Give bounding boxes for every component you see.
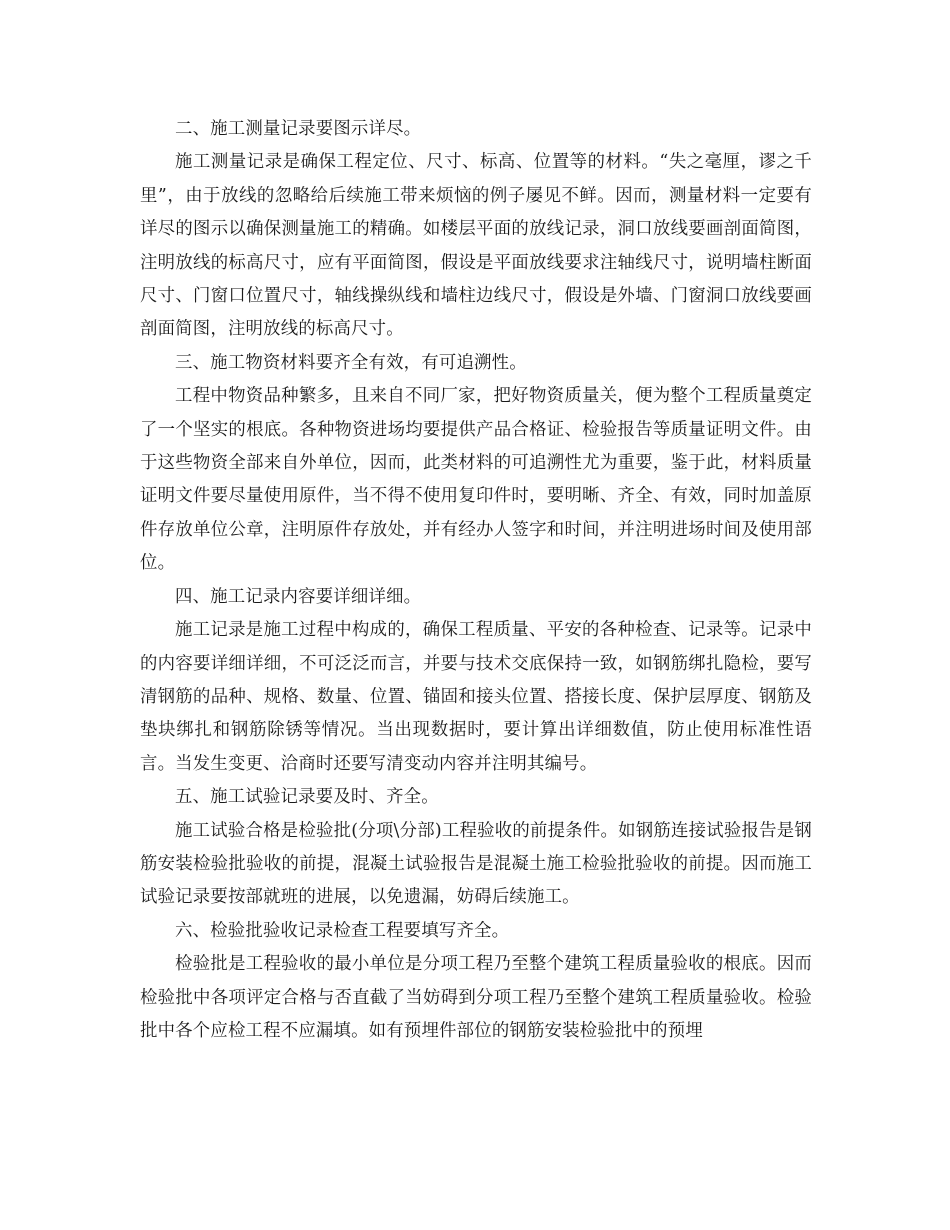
body-paragraph: 工程中物资品种繁多，且来自不同厂家，把好物资质量关，便为整个工程质量奠定了一个坚实的根底。各种物资进场均要提供产品合格证、检验报告等质量证明文件。由于这些物资全部来自外单位，因而，此类材料的可追溯性尤为重要，鉴于此，材料质量证明文件要尽量使用原件，当不得不使用复印件时，要明晰、齐全、有效，同时加盖原件存放单位公章，注明原件存放处，并有经办人签字和时间，并注明进场时间及使用部位。 [140,386,812,574]
section-heading-5: 五、施工试验记录要及时、齐全。 [175,787,439,808]
body-paragraph: 检验批是工程验收的最小单位是分项工程乃至整个建筑工程质量验收的根底。因而检验批中各项评定合格与否直截了当妨碍到分项工程乃至整个建筑工程质量验收。检验批中各个应检工程不应漏填。如有预埋件部位的钢筋安装检验批中的预埋 [140,954,812,1041]
section-heading-6: 六、检验批验收记录检查工程要填写齐全。 [175,920,510,941]
body-paragraph: 施工记录是施工过程中构成的，确保工程质量、平安的各种检查、记录等。记录中的内容要详细详细，不可泛泛而言，并要与技术交底保持一致，如钢筋绑扎隐检，要写清钢筋的品种、规格、数量、位置、锚固和接头位置、搭接长度、保护层厚度、钢筋及垫块绑扎和钢筋除锈等情况。当出现数据时，要计算出详细数值，防止使用标准性语言。当发生变更、洽商时还要写清变动内容并注明其编号。 [140,620,812,774]
section-heading-2: 二、施工测量记录要图示详尽。 [175,119,422,139]
body-paragraph: 施工试验合格是检验批(分项\分部)工程验收的前提条件。如钢筋连接试验报告是钢筋安装检验批验收的前提，混凝土试验报告是混凝土施工检验批验收的前提。因而施工试验记录要按部就班的进展，以免遗漏，妨碍后续施工。 [140,820,812,908]
section-heading-4: 四、施工记录内容要详细详细。 [175,586,422,607]
section-heading-3: 三、施工物资材料要齐全有效，有可追溯性。 [175,352,527,373]
body-paragraph: 施工测量记录是确保工程定位、尺寸、标高、位置等的材料。“失之毫厘，谬之千里”，由于放线的忽略给后续施工带来烦恼的例子屡见不鲜。因而，测量材料一定要有详尽的图示以确保测量施工的精确。如楼层平面的放线记录，洞口放线要画剖面简图，注明放线的标高尺寸，应有平面简图，假设是平面放线要求注轴线尺寸，说明墙柱断面尺寸、门窗口位置尺寸，轴线操纵线和墙柱边线尺寸，假设是外墙、门窗洞口放线要画剖面简图，注明放线的标高尺寸。 [140,152,812,340]
document-body [140,113,812,1048]
